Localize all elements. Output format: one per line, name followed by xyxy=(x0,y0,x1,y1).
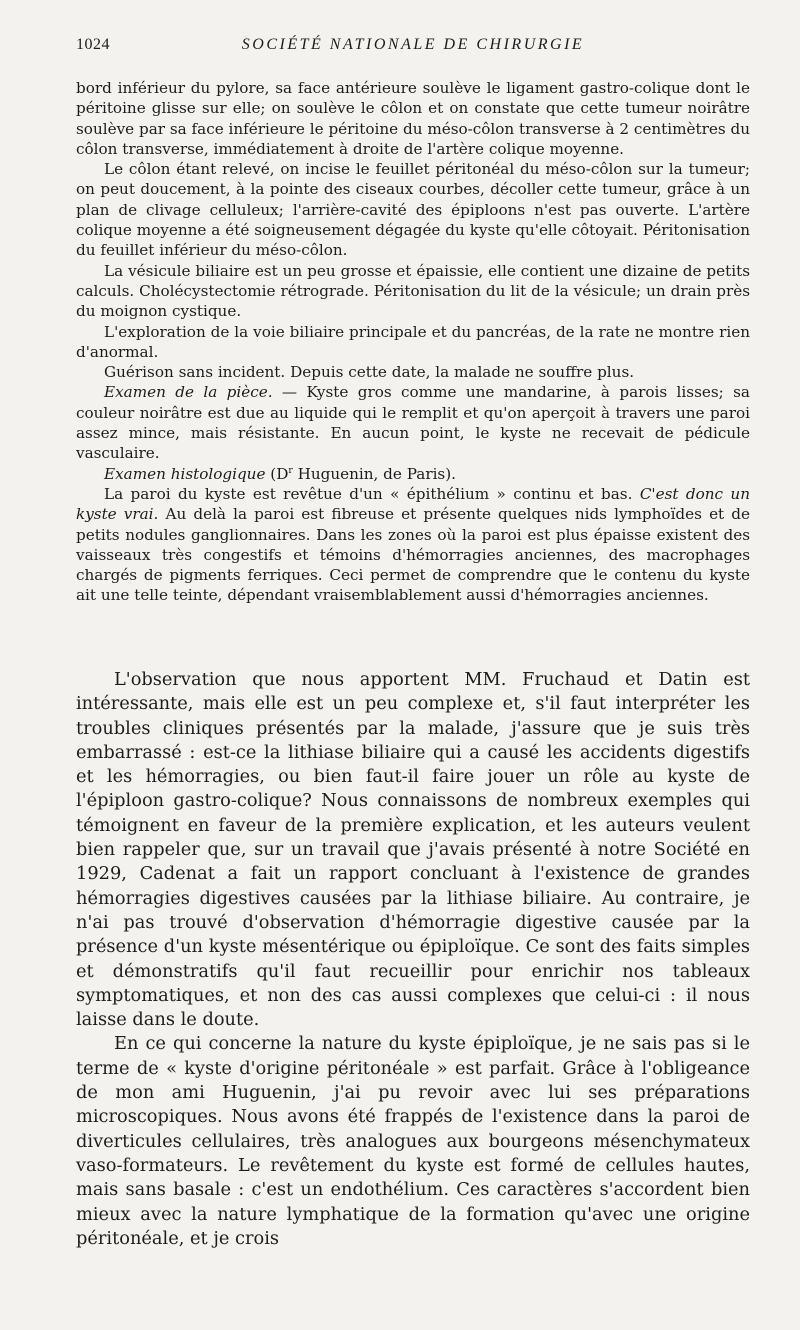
paragraph-text: Au delà la paroi est fibreuse et présente quelques nids lymphoïdes et de petits nodules ganglionnaires. Dans les zones où la paroi est plus épaisse existent des vaisseaux très congestifs et témoins d'hémorragies anciennes, des macrophages chargés de pigments ferriques. Ceci permet de comprendre que le contenu du kyste ait une telle teinte, dépendant vraisemblablement aussi d'hémorragies anciennes. xyxy=(76,505,750,605)
paragraph: Le côlon étant relevé, on incise le feuillet péritonéal du méso-côlon sur la tumeur; on peut doucement, à la pointe des ciseaux courbes, décoller cette tumeur, grâce à un plan de clivage celluleux; l'arrière-cavité des épiploons n'est pas ouverte. L'artère colique moyenne a été soigneusement dégagée du kyste qu'elle côtoyait. Péritonisation du feuillet inférieur du méso-côlon. xyxy=(76,160,750,260)
paragraph xyxy=(76,484,750,606)
paragraph xyxy=(76,382,750,463)
paragraph: Guérison sans incident. Depuis cette date, la malade ne souffre plus. xyxy=(104,363,635,382)
superscript: r xyxy=(288,465,293,476)
italic-heading: Examen histologique xyxy=(104,464,266,483)
running-head: SOCIÉTÉ NATIONALE DE CHIRURGIE xyxy=(241,36,585,53)
paragraph: La vésicule biliaire est un peu grosse et épaissie, elle contient une dizaine de petits calculs. Cholécystectomie rétrograde. Péritonisation du lit de la vésicule; un drain près du moignon cystique. xyxy=(76,261,750,321)
italic-phrase: C'est donc un kyste vrai. xyxy=(76,484,750,524)
paragraph: L'observation que nous apportent MM. Fruchaud et Datin est intéressante, mais elle est un peu complexe et, s'il faut interpréter les troubles cliniques présentés par la malade, j'assure que je suis très embarrassé : est-ce la lithiase biliaire qui a causé les accidents digestifs et les hémorragies, ou bien faut-il faire jouer un rôle au kyste de l'épiploon gastro-colique? Nous connaissons de nombreux exemples qui témoignent en faveur de la première explication, et les auteurs veulent bien rappeler que, sur un travail que j'avais présenté à notre Société en 1929, Cadenat a fait un rapport concluant à l'existence de grandes hémorragies digestives causées par la lithiase biliaire. Au contraire, je n'ai pas trouvé d'observation d'hémorragie digestive causée par la présence d'un kyste mésentérique ou épiploïque. Ce sont des faits simples et démonstratifs qu'il faut recueillir pour enrichir nos tableaux symptomatiques, et non des cas aussi complexes que celui-ci : il nous laisse dans le doute. xyxy=(76,669,750,1031)
page-number: 1024 xyxy=(76,36,110,53)
page-header xyxy=(76,36,750,60)
paragraph-text: (D xyxy=(265,464,289,483)
italic-heading: Examen de la pièce. xyxy=(104,383,273,402)
paragraph: En ce qui concerne la nature du kyste épiploïque, je ne sais pas si le terme de « kyste d'origine péritonéale » est parfait. Grâce à l'obligeance de mon ami Huguenin, j'ai pu revoir avec lui ses préparations microscopiques. Nous avons été frappés de l'existence dans la paroi de diverticules cellulaires, très analogues aux bourgeons mésenchymateux vaso-formateurs. Le revêtement du kyste est formé de cellules hautes, mais sans basale : c'est un endothélium. Ces caractères s'accordent bien mieux avec la nature lymphatique de la formation qu'avec une origine péritonéale, et je crois xyxy=(76,1033,750,1249)
paragraph: L'exploration de la voie biliaire principale et du pancréas, de la rate ne montre rien d'anormal. xyxy=(76,322,750,361)
paragraph xyxy=(76,464,750,484)
paragraph-text: — Kyste gros comme une mandarine, à parois lisses; sa couleur noirâtre est due au liquide qui le remplit et qu'on aperçoit à travers une paroi assez mince, mais résistante. En aucun point, le kyste ne recevait de pédicule vasculaire. xyxy=(76,383,750,463)
paragraph-text: La paroi du kyste est revêtue d'un « épithélium » continu et bas. xyxy=(104,484,640,503)
paragraph-text: Huguenin, de Paris). xyxy=(292,464,456,483)
discussion-text xyxy=(76,668,750,1251)
observation-text xyxy=(76,78,750,606)
paragraph: bord inférieur du pylore, sa face antérieure soulève le ligament gastro-colique dont le péritoine glisse sur elle; on soulève le côlon et on constate que cette tumeur noirâtre soulève par sa face inférieure le péritoine du méso-côlon transverse à 2 centimètres du côlon transverse, immédiatement à droite de l'artère colique moyenne. xyxy=(76,79,750,158)
